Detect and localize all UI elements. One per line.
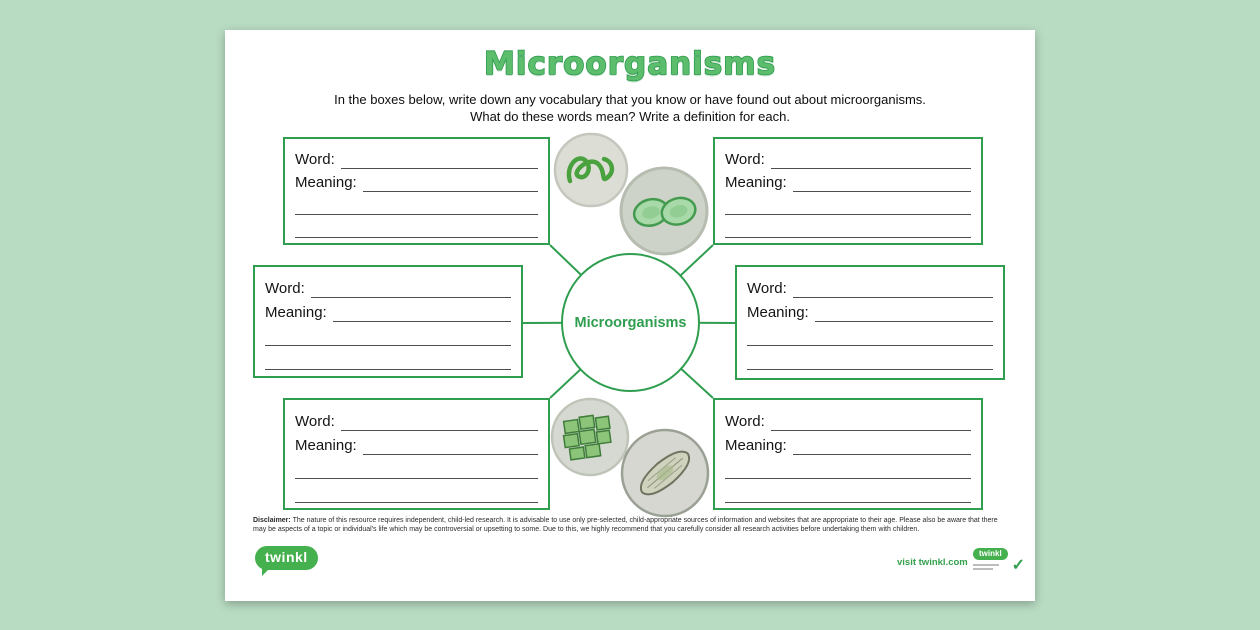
cocci-micrograph bbox=[621, 168, 707, 254]
word-input-line[interactable] bbox=[341, 414, 538, 431]
checkmark-icon: ✓ bbox=[1011, 557, 1025, 574]
word-label: Word: bbox=[747, 280, 787, 297]
blank-input-line[interactable] bbox=[295, 486, 538, 503]
page-title: Microorganisms bbox=[483, 46, 777, 82]
meaning-label: Meaning: bbox=[295, 174, 357, 191]
blank-input-line[interactable] bbox=[747, 329, 993, 346]
twinkl-logo-text: twinkl bbox=[265, 549, 308, 565]
spirillum-micrograph bbox=[555, 134, 627, 206]
word-label: Word: bbox=[725, 413, 765, 430]
blank-input-line[interactable] bbox=[725, 198, 971, 215]
meaning-row bbox=[265, 298, 511, 322]
word-row bbox=[747, 274, 993, 298]
meaning-input-line[interactable] bbox=[793, 438, 971, 455]
disclaimer-text: The nature of this resource requires independent, child-led research. It is advisable to use only pre-selected, child-appropriate sources of information and websites that are appropriate to their age. Please also be aware that there may be aspects of a topic or individual's life which may be controversial or upsetting to some. Due to this, we highly recommend that you carefully consider all research activities before undertaking them with children. bbox=[253, 517, 998, 533]
blank-input-line[interactable] bbox=[265, 329, 511, 346]
word-row bbox=[725, 407, 971, 431]
meaning-row bbox=[295, 169, 538, 192]
meaning-label: Meaning: bbox=[725, 437, 787, 454]
word-label: Word: bbox=[295, 413, 335, 430]
badge-caption-line bbox=[973, 568, 993, 570]
instructions-line-2: What do these words mean? Write a definition for each. bbox=[470, 109, 790, 124]
word-input-line[interactable] bbox=[793, 281, 993, 298]
badge-logo-bubble: twinkl bbox=[973, 548, 1008, 560]
word-label: Word: bbox=[265, 280, 305, 297]
blank-input-line[interactable] bbox=[725, 486, 971, 503]
meaning-row bbox=[725, 169, 971, 192]
blank-input-line[interactable] bbox=[295, 462, 538, 479]
blank-input-line[interactable] bbox=[725, 221, 971, 238]
blank-input-line[interactable] bbox=[295, 221, 538, 238]
visit-twinkl-link[interactable]: visit twinkl.com bbox=[897, 557, 968, 568]
vocab-box-middle-left bbox=[253, 265, 523, 378]
instructions-line-1: In the boxes below, write down any vocabulary that you know or have found out about microorganisms. bbox=[334, 92, 926, 107]
blank-input-line[interactable] bbox=[747, 353, 993, 370]
mindmap-center-label: Microorganisms bbox=[574, 314, 687, 331]
disclaimer bbox=[253, 517, 1008, 534]
word-row bbox=[295, 407, 538, 431]
blank-input-line[interactable] bbox=[725, 462, 971, 479]
blank-input-line[interactable] bbox=[265, 353, 511, 370]
twinkl-quality-badge bbox=[973, 543, 1025, 572]
word-input-line[interactable] bbox=[311, 281, 511, 298]
word-label: Word: bbox=[725, 151, 765, 168]
meaning-label: Meaning: bbox=[725, 174, 787, 191]
meaning-input-line[interactable] bbox=[333, 305, 511, 322]
meaning-input-line[interactable] bbox=[815, 305, 993, 322]
disclaimer-label: Disclaimer: bbox=[253, 517, 291, 524]
worksheet-page bbox=[225, 30, 1035, 601]
meaning-input-line[interactable] bbox=[363, 175, 538, 192]
word-row bbox=[295, 146, 538, 169]
diatom-micrograph bbox=[622, 430, 708, 516]
vocab-box-top-left bbox=[283, 137, 550, 245]
vocab-box-bottom-left bbox=[283, 398, 550, 510]
vocab-box-middle-right bbox=[735, 265, 1005, 380]
algae-cluster-micrograph bbox=[552, 399, 628, 475]
twinkl-logo bbox=[255, 546, 318, 570]
vocab-box-top-right bbox=[713, 137, 983, 245]
word-label: Word: bbox=[295, 151, 335, 168]
word-input-line[interactable] bbox=[341, 152, 538, 169]
mindmap-center-circle bbox=[561, 253, 700, 392]
meaning-label: Meaning: bbox=[295, 437, 357, 454]
word-input-line[interactable] bbox=[771, 414, 971, 431]
meaning-row bbox=[747, 298, 993, 322]
vocab-box-bottom-right bbox=[713, 398, 983, 510]
meaning-label: Meaning: bbox=[265, 304, 327, 321]
word-row bbox=[265, 274, 511, 298]
meaning-row bbox=[725, 431, 971, 455]
word-row bbox=[725, 146, 971, 169]
meaning-input-line[interactable] bbox=[793, 175, 971, 192]
meaning-input-line[interactable] bbox=[363, 438, 538, 455]
word-input-line[interactable] bbox=[771, 152, 971, 169]
badge-caption-line bbox=[973, 564, 999, 566]
meaning-label: Meaning: bbox=[747, 304, 809, 321]
blank-input-line[interactable] bbox=[295, 198, 538, 215]
meaning-row bbox=[295, 431, 538, 455]
